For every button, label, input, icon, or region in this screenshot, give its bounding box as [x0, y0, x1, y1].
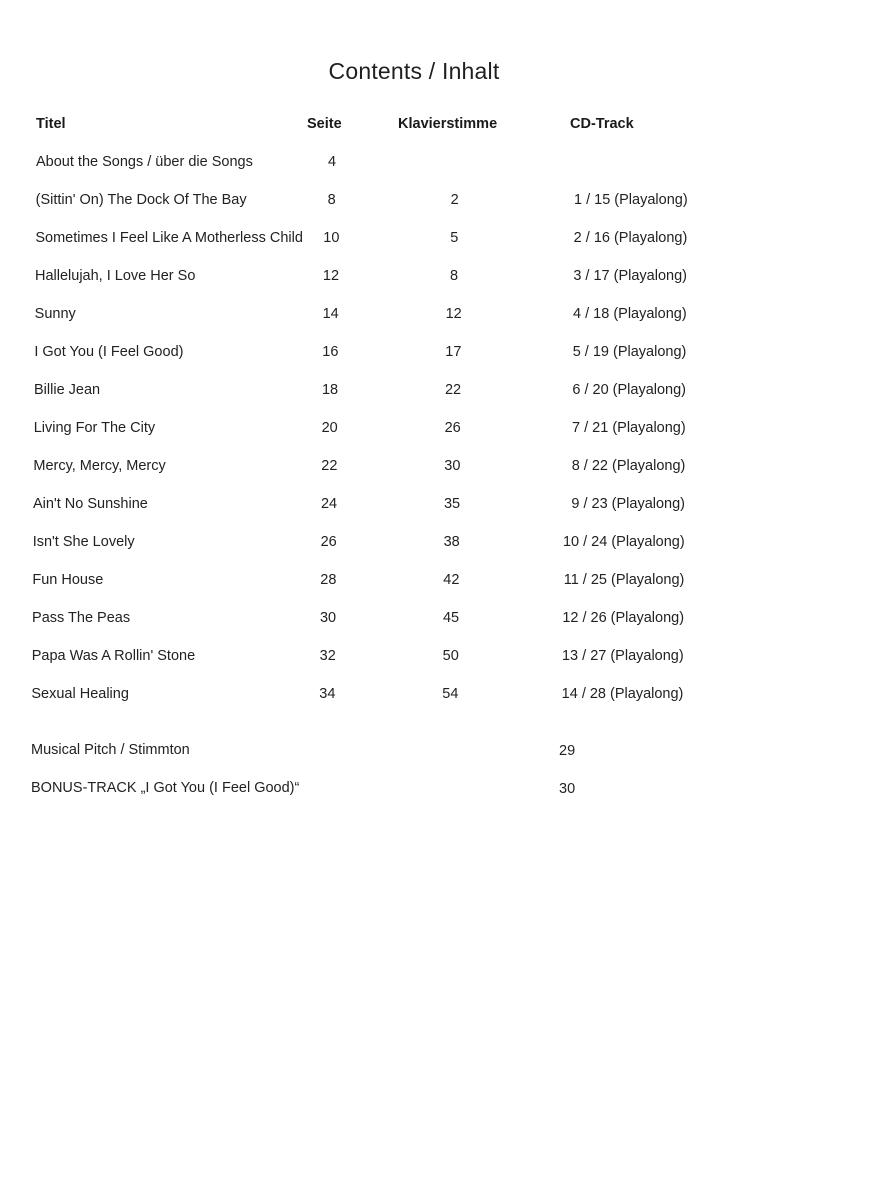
page-number: 18 — [321, 382, 339, 398]
table-row — [0, 306, 872, 330]
piano-page-number: 5 — [450, 230, 459, 246]
page-number: 30 — [319, 610, 337, 626]
cd-track: 8 / 22 (Playalong) — [571, 458, 686, 474]
cd-track: 1 / 15 (Playalong) — [574, 192, 688, 208]
piano-page-number: 50 — [442, 648, 459, 664]
song-title: About the Songs / über die Songs — [36, 154, 253, 170]
table-row — [0, 154, 872, 178]
table-row — [0, 344, 872, 368]
table-row — [0, 686, 872, 710]
table-row — [0, 192, 872, 216]
piano-page-number: 17 — [445, 344, 462, 360]
extra-cd-track: 29 — [559, 743, 576, 759]
page-number: 10 — [323, 230, 340, 246]
piano-page-number: 38 — [443, 534, 460, 550]
extra-title: Musical Pitch / Stimmton — [31, 742, 190, 758]
song-title: I Got You (I Feel Good) — [34, 344, 184, 360]
table-row — [0, 420, 872, 444]
cd-track: 4 / 18 (Playalong) — [573, 306, 687, 322]
page-number: 12 — [322, 268, 340, 284]
cd-track: 5 / 19 (Playalong) — [572, 344, 687, 360]
song-title: (Sittin' On) The Dock Of The Bay — [35, 192, 247, 208]
page-number: 22 — [321, 458, 338, 474]
page-number: 16 — [322, 344, 339, 360]
cd-track: 6 / 20 (Playalong) — [572, 382, 687, 398]
piano-page-number: 35 — [443, 496, 461, 512]
piano-page-number: 54 — [442, 686, 459, 702]
page-number: 4 — [327, 154, 337, 170]
cd-track: 12 / 26 (Playalong) — [562, 610, 685, 626]
page-number: 34 — [319, 686, 336, 702]
piano-page-number: 22 — [444, 382, 462, 398]
song-title: Papa Was A Rollin' Stone — [31, 648, 196, 664]
cd-track: 13 / 27 (Playalong) — [561, 648, 684, 664]
piano-page-number: 2 — [450, 192, 459, 208]
piano-page-number: 12 — [445, 306, 462, 322]
song-title: Sometimes I Feel Like A Motherless Child — [35, 230, 303, 246]
table-row — [0, 268, 872, 292]
extra-title: BONUS-TRACK „I Got You (I Feel Good)“ — [31, 780, 300, 796]
table-row — [0, 458, 872, 482]
cd-track: 10 / 24 (Playalong) — [562, 534, 685, 550]
cd-track: 11 / 25 (Playalong) — [563, 572, 685, 588]
song-title: Sexual Healing — [31, 686, 129, 702]
table-row — [0, 534, 872, 558]
table-row — [0, 572, 872, 596]
page-number: 32 — [319, 648, 336, 664]
cd-track: 14 / 28 (Playalong) — [561, 686, 684, 702]
table-row — [0, 382, 872, 406]
page-number: 26 — [320, 534, 337, 550]
piano-page-number: 30 — [444, 458, 461, 474]
song-title: Billie Jean — [34, 382, 101, 398]
piano-page-number: 45 — [442, 610, 460, 626]
table-row — [0, 496, 872, 520]
page-number: 24 — [320, 496, 338, 512]
song-title: Hallelujah, I Love Her So — [35, 268, 196, 284]
page-number: 8 — [327, 192, 336, 208]
piano-page-number: 42 — [443, 572, 460, 588]
piano-page-number: 26 — [444, 420, 461, 436]
cd-track: 7 / 21 (Playalong) — [572, 420, 686, 436]
song-title: Ain't No Sunshine — [33, 496, 148, 512]
song-title: Sunny — [34, 306, 76, 322]
cd-track: 3 / 17 (Playalong) — [573, 268, 687, 284]
song-title: Fun House — [32, 572, 104, 588]
table-row — [0, 648, 872, 672]
table-row — [0, 230, 872, 254]
header-page: Seite — [307, 116, 342, 132]
table-row — [0, 610, 872, 634]
song-title: Mercy, Mercy, Mercy — [33, 458, 166, 474]
page-number: 20 — [321, 420, 338, 436]
header-cd-track: CD-Track — [570, 116, 634, 132]
extra-cd-track: 30 — [559, 781, 576, 797]
header-title: Titel — [36, 116, 66, 132]
piano-page-number: 8 — [449, 268, 459, 284]
cd-track: 9 / 23 (Playalong) — [571, 496, 686, 512]
page-number: 14 — [322, 306, 339, 322]
cd-track: 2 / 16 (Playalong) — [573, 230, 688, 246]
page-number: 28 — [320, 572, 337, 588]
song-title: Isn't She Lovely — [32, 534, 135, 550]
song-title: Pass The Peas — [32, 610, 131, 626]
song-title: Living For The City — [33, 420, 156, 436]
header-piano: Klavierstimme — [398, 116, 498, 132]
page-title: Contents / Inhalt — [328, 58, 500, 84]
